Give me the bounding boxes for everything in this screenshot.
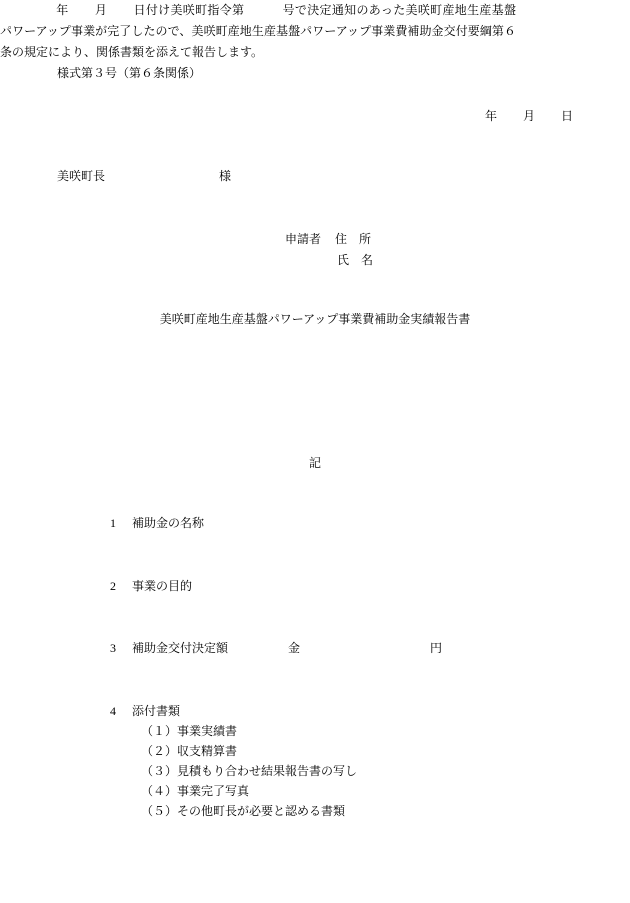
applicant-address-row: [285, 230, 371, 248]
item-1-label: 補助金の名称: [132, 516, 205, 530]
attachment-item-3: （３）見積もり合わせ結果報告書の写し: [141, 764, 358, 778]
body-month: 月: [94, 3, 108, 17]
applicant-name-row: [337, 251, 373, 269]
item-3: [110, 639, 442, 657]
item-1-number: 1: [110, 516, 116, 530]
item-4-number: 4: [110, 704, 116, 718]
body-paragraph: [0, 0, 516, 63]
item-2: [110, 577, 192, 595]
form-number: 様式第３号（第６条関係）: [57, 66, 202, 80]
item-3-label: 補助金交付決定額: [132, 641, 229, 655]
date-day: 日: [560, 109, 573, 123]
body-order-prefix: 日付け美咲町指令第: [133, 3, 245, 17]
attachment-item-5: （５）その他町長が必要と認める書類: [141, 804, 346, 818]
addressee: [57, 167, 231, 185]
document-title: 美咲町産地生産基盤パワーアップ事業費補助金実績報告書: [159, 312, 471, 326]
addressee-honorific: 様: [219, 169, 232, 183]
body-remainder: 号で決定通知のあった美咲町産地生産基盤パワーアップ事業が完了したので、美咲町産地生産基盤パワーアップ事業費補助金交付要綱第６条の規定により、関係書類を添えて報告します。: [0, 3, 516, 59]
body-year: 年: [56, 3, 69, 17]
item-3-amount-label: 金: [288, 641, 301, 655]
date-year: 年: [484, 109, 497, 123]
ki-mark: 記: [308, 456, 321, 470]
applicant-address-label: 住 所: [335, 232, 372, 246]
item-3-number: 3: [110, 641, 116, 655]
item-2-number: 2: [110, 579, 116, 593]
item-4: [110, 702, 180, 720]
item-1: [110, 514, 204, 532]
addressee-name: 美咲町長: [57, 169, 106, 183]
applicant-name-label: 氏 名: [337, 253, 374, 267]
attachment-item-1: （１）事業実績書: [141, 724, 238, 738]
applicant-label: 申請者: [285, 232, 322, 246]
item-2-label: 事業の目的: [132, 579, 193, 593]
item-3-unit-label: 円: [430, 641, 443, 655]
item-4-label: 添付書類: [132, 704, 181, 718]
attachment-item-2: （２）収支精算書: [141, 744, 238, 758]
attachment-item-4: （４）事業完了写真: [141, 784, 250, 798]
date-line: [57, 107, 573, 125]
date-month: 月: [522, 109, 535, 123]
